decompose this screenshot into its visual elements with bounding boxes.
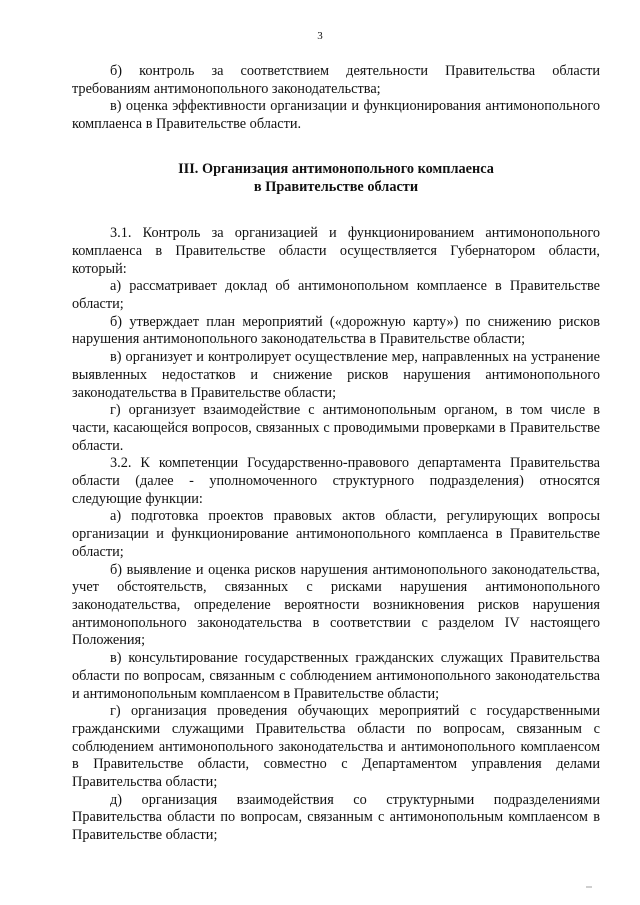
paragraph-3-2-b: б) выявление и оценка рисков нарушения антимонопольного законодательства, учет обстоятельств, связанных с рисками нарушения антимонопольного законодательства, определение вероятности возникновения рисков нарушения антимонопольного законодательства в соответствии с разделом IV настоящего Положения; [72, 561, 600, 649]
document-body [72, 63, 600, 845]
paragraph-3-2-a: а) подготовка проектов правовых актов области, регулирующих вопросы организации и функционирование антимонопольного комплаенса в Правительстве области; [72, 508, 600, 560]
paragraph-3-2: 3.2. К компетенции Государственно-правового департамента Правительства области (далее - уполномоченного структурного подразделения) относятся следующие функции: [72, 455, 600, 507]
paragraph-3-1-b: б) утверждает план мероприятий («дорожную карту») по снижению рисков нарушения антимонопольного законодательства в Правительстве области; [72, 313, 600, 348]
page-number: 3 [317, 30, 323, 42]
section-title-line-2: в Правительстве области [253, 178, 419, 195]
paragraph-3-1: 3.1. Контроль за организацией и функционированием антимонопольного комплаенса в Правительстве области осуществляется Губернатором области, который: [72, 225, 600, 277]
paragraph-efficiency-evaluation: в) оценка эффективности организации и функционирования антимонопольного комплаенса в Правительстве области. [72, 98, 600, 133]
paragraph-control-compliance: б) контроль за соответствием деятельности Правительства области требованиям антимонопольного законодательства; [72, 63, 600, 97]
paragraph-3-2-g: г) организация проведения обучающих мероприятий с государственными гражданскими служащими Правительства области по вопросам, связанным с соблюдением антимонопольного законодательства и антимонопольного комплаенсом в Правительстве области, совместно с Департаментом управления делами Правительства области; [72, 703, 600, 791]
section-title-line-1: III. Организация антимонопольного комплаенса [178, 160, 494, 177]
paragraph-3-2-v: в) консультирование государственных гражданских служащих Правительства области по вопросам, связанным с соблюдением антимонопольного законодательства и антимонопольным комплаенсом в Правительстве области; [72, 650, 600, 702]
paragraph-3-1-v: в) организует и контролирует осуществление мер, направленных на устранение выявленных недостатков и снижение рисков нарушения антимонопольного законодательства в Правительстве области; [72, 349, 600, 401]
paragraph-3-1-g: г) организует взаимодействие с антимонопольным органом, в том числе в части, касающейся вопросов, связанных с проводимыми проверками в Правительстве области. [72, 402, 600, 454]
section-title [72, 161, 600, 196]
scan-mark [586, 886, 592, 888]
paragraph-3-2-d: д) организация взаимодействия со структурными подразделениями Правительства области по вопросам, связанным с антимонопольным комплаенсом в Правительстве области; [72, 791, 600, 844]
paragraph-3-1-a: а) рассматривает доклад об антимонопольном комплаенсе в Правительстве области; [72, 278, 600, 313]
